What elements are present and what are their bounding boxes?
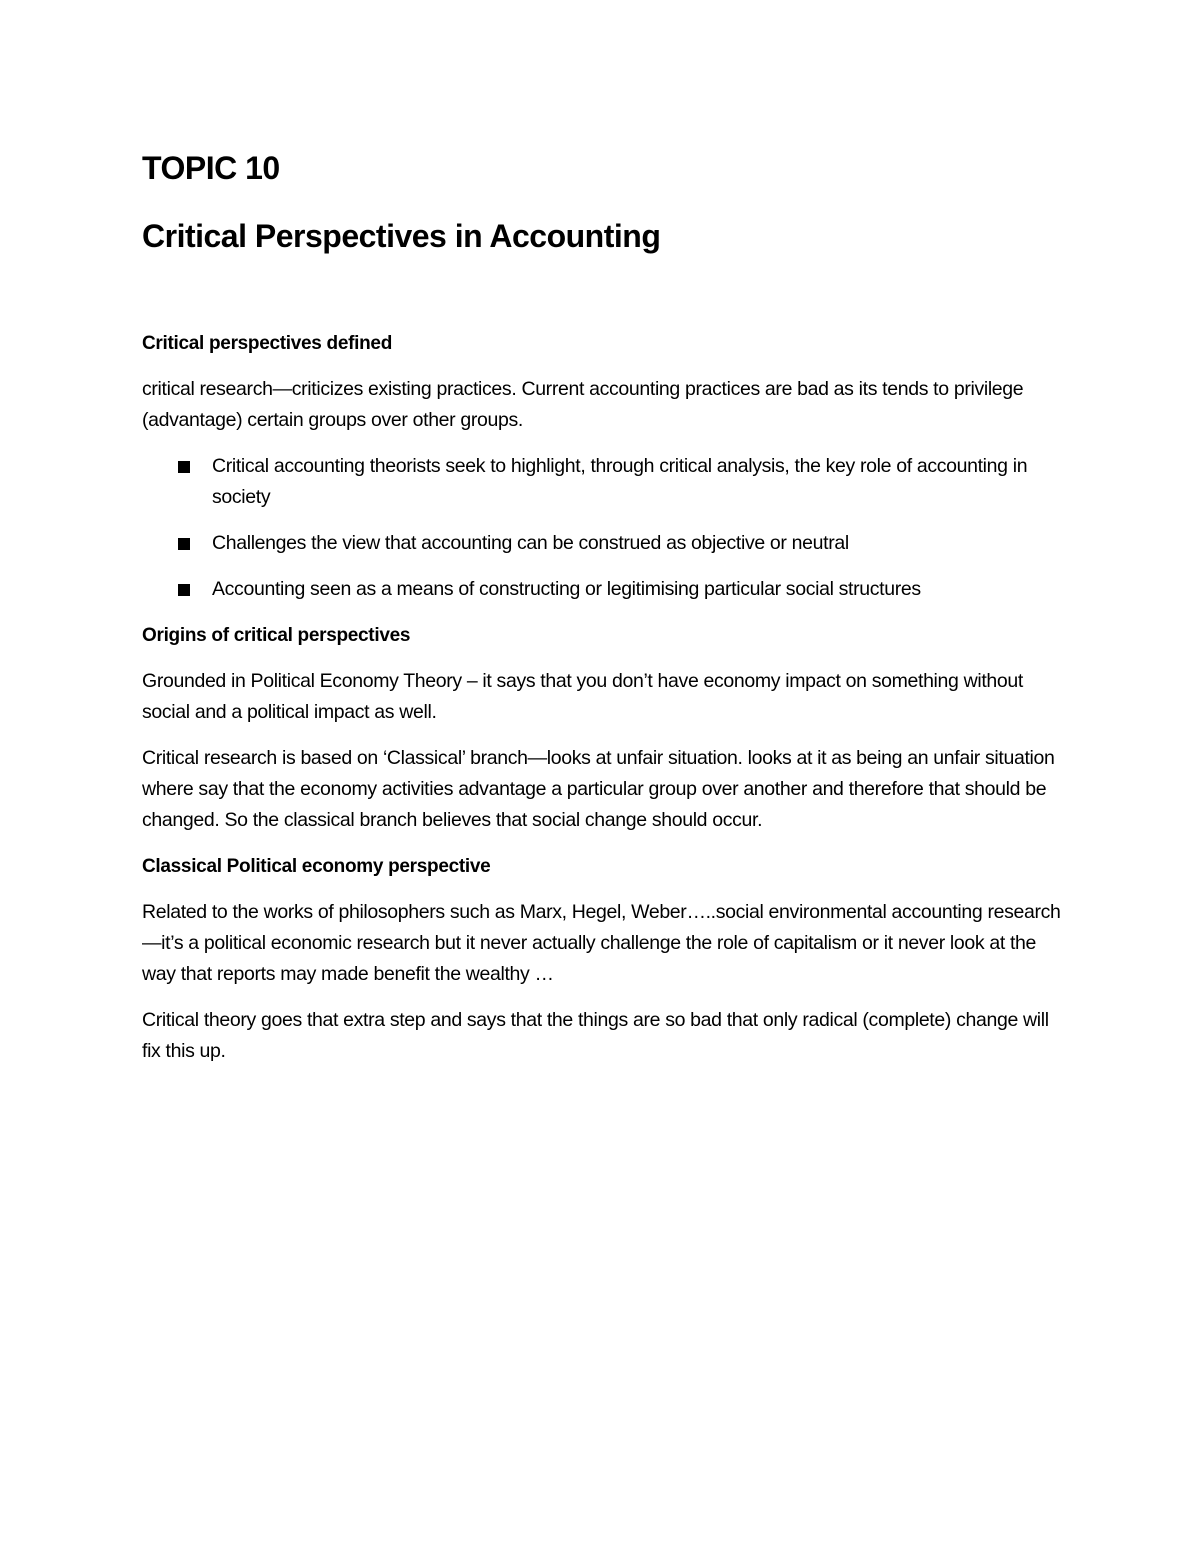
spacer <box>142 728 1062 743</box>
bullet-text: Accounting seen as a means of constructing or legitimising particular social structures <box>212 578 921 600</box>
paragraph: Critical research is based on ‘Classical’ branch—looks at unfair situation. looks at it as being an unfair situation where say that the economy activities advantage a particular group over another and therefore that should be changed. So the classical branch believes that social change should occur. <box>142 747 1055 831</box>
paragraph: Related to the works of philosophers such as Marx, Hegel, Weber…..social environmental accounting research—it’s a political economic research but it never actually challenge the role of capitalism or it never look at the way that reports may made benefit the wealthy … <box>142 901 1061 985</box>
spacer <box>142 436 1062 451</box>
spacer <box>142 882 1062 897</box>
topic-heading: TOPIC 10 <box>142 150 280 186</box>
bullet-text: Challenges the view that accounting can be construed as objective or neutral <box>212 532 849 554</box>
spacer <box>142 990 1062 1005</box>
spacer <box>142 605 1062 620</box>
spacer <box>142 836 1062 851</box>
section-heading-classical-political-economy: Classical Political economy perspective <box>142 856 491 877</box>
paragraph: Critical theory goes that extra step and says that the things are so bad that only radical (complete) change will fix this up. <box>142 1009 1049 1062</box>
section-heading-origins: Origins of critical perspectives <box>142 625 411 646</box>
document-title: Critical Perspectives in Accounting <box>142 218 661 254</box>
square-bullet-icon <box>178 538 190 550</box>
spacer <box>142 651 1062 666</box>
bullet-list <box>142 451 1062 605</box>
paragraph: critical research—criticizes existing practices. Current accounting practices are bad as its tends to privilege (advantage) certain groups over other groups. <box>142 378 1024 431</box>
square-bullet-icon <box>178 461 190 473</box>
spacer <box>142 256 1062 328</box>
bullet-item <box>142 528 1062 559</box>
section-heading-critical-perspectives-defined: Critical perspectives defined <box>142 333 393 354</box>
document-content <box>142 148 1062 1067</box>
square-bullet-icon <box>178 584 190 596</box>
bullet-item <box>142 451 1062 513</box>
bullet-text: Critical accounting theorists seek to highlight, through critical analysis, the key role of accounting in society <box>212 455 1028 508</box>
bullet-item <box>142 574 1062 605</box>
paragraph: Grounded in Political Economy Theory – it says that you don’t have economy impact on something without social and a political impact as well. <box>142 670 1023 723</box>
spacer <box>142 359 1062 374</box>
